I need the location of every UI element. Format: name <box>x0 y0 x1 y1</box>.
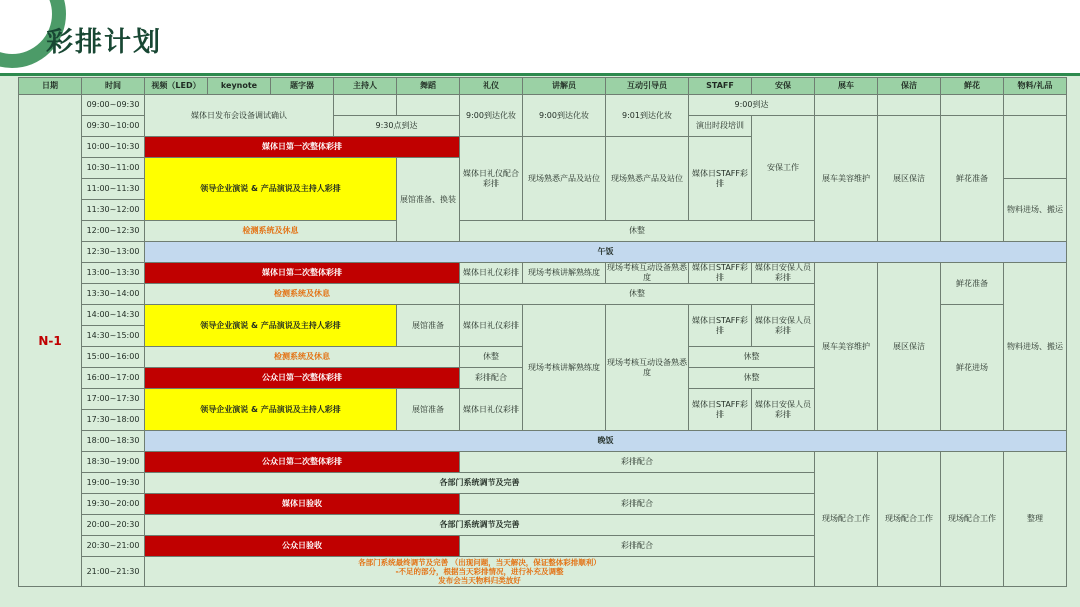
acceptance-block: 媒体日验收 <box>145 494 460 515</box>
time-cell: 12:30~13:00 <box>82 242 145 263</box>
empty-cell <box>878 95 941 116</box>
schedule-cell: 现场配合工作 <box>815 452 878 587</box>
col-header-date: 日期 <box>19 78 82 95</box>
schedule-cell: 9:01到达化妆 <box>606 95 689 137</box>
schedule-cell: 媒体日安保人员彩排 <box>752 389 815 431</box>
schedule-cell: 鲜花准备 <box>941 116 1004 242</box>
empty-cell <box>1004 116 1067 179</box>
schedule-cell: 媒体日礼仪彩排 <box>460 389 523 431</box>
schedule-cell: 检测系统及休息 <box>145 284 460 305</box>
empty-cell <box>815 95 878 116</box>
time-cell: 09:30~10:00 <box>82 116 145 137</box>
schedule-cell: 9:00到达 <box>689 95 815 116</box>
note-line: 各部门系统最终调节及完善 （出现问题，当天解决，保证整体彩排顺利） <box>358 558 601 567</box>
table-row <box>19 95 1067 116</box>
schedule-cell: 现场考核互动设备熟悉度 <box>606 305 689 431</box>
time-cell: 12:00~12:30 <box>82 221 145 242</box>
col-header-guide: 讲解员 <box>523 78 606 95</box>
col-header-etiquette: 礼仪 <box>460 78 523 95</box>
col-header-video: 视频（LED） <box>145 78 208 95</box>
schedule-cell: 展馆准备 <box>397 305 460 347</box>
time-cell: 20:30~21:00 <box>82 536 145 557</box>
schedule-cell: 彩排配合 <box>460 368 523 389</box>
time-cell: 09:00~09:30 <box>82 95 145 116</box>
table-row <box>19 242 1067 263</box>
time-cell: 15:00~16:00 <box>82 347 145 368</box>
col-header-flowers: 鲜花 <box>941 78 1004 95</box>
schedule-cell: 媒体日发布会设备调试确认 <box>145 95 334 137</box>
meal-block: 午饭 <box>145 242 1067 263</box>
schedule-cell: 现场考核讲解熟练度 <box>523 263 606 284</box>
schedule-cell: 检测系统及休息 <box>145 347 460 368</box>
time-cell: 10:30~11:00 <box>82 158 145 179</box>
schedule-cell: 展馆准备 <box>397 389 460 431</box>
schedule-cell: 现场考核互动设备熟悉度 <box>607 263 687 282</box>
note-line: 发布会当天物料归类放好 <box>438 576 521 585</box>
time-cell: 11:00~11:30 <box>82 179 145 200</box>
schedule-cell: 媒体日STAFF彩排 <box>689 263 752 284</box>
col-header-cars: 展车 <box>815 78 878 95</box>
speech-block: 领导企业演说 & 产品演说及主持人彩排 <box>145 158 397 221</box>
schedule-cell: 彩排配合 <box>460 452 815 473</box>
empty-cell <box>941 95 1004 116</box>
empty-cell <box>334 95 397 116</box>
schedule-cell: 物料进场、搬运 <box>1004 263 1067 431</box>
schedule-cell: 现场考核讲解熟练度 <box>523 305 606 431</box>
date-cell: N-1 <box>19 95 82 587</box>
time-cell: 14:00~14:30 <box>82 305 145 326</box>
schedule-cell: 展区保洁 <box>878 116 941 242</box>
schedule-cell: 现场配合工作 <box>941 452 1004 587</box>
schedule-cell: 媒体日STAFF彩排 <box>689 305 752 347</box>
schedule-cell: 各部门系统调节及完善 <box>145 473 815 494</box>
col-header-staff: STAFF <box>689 78 752 95</box>
meal-block: 晚饭 <box>145 431 1067 452</box>
table-row <box>19 431 1067 452</box>
schedule-cell: 鲜花准备 <box>941 263 1004 305</box>
schedule-cell: 媒体日礼仪彩排 <box>460 263 523 284</box>
col-header-materials: 物料/礼品 <box>1004 78 1067 95</box>
col-header-dance: 舞蹈 <box>397 78 460 95</box>
acceptance-block: 公众日验收 <box>145 536 460 557</box>
speech-block: 领导企业演说 & 产品演说及主持人彩排 <box>145 305 397 347</box>
schedule-cell: 9:30点到达 <box>334 116 460 137</box>
schedule-cell: 彩排配合 <box>460 536 815 557</box>
time-cell: 17:30~18:00 <box>82 410 145 431</box>
schedule-cell: 安保工作 <box>752 116 815 221</box>
col-header-keynote: keynote <box>208 78 271 95</box>
schedule-cell: 9:00到达化妆 <box>460 95 523 137</box>
time-cell: 13:00~13:30 <box>82 263 145 284</box>
schedule-cell: 展区保洁 <box>878 263 941 431</box>
col-header-time: 时间 <box>82 78 145 95</box>
time-cell: 20:00~20:30 <box>82 515 145 536</box>
schedule-cell: 现场配合工作 <box>878 452 941 587</box>
schedule-cell: 休整 <box>689 347 815 368</box>
header-divider <box>0 73 1080 76</box>
schedule-cell: 9:00到达化妆 <box>523 95 606 137</box>
page-title: 彩排计划 <box>46 27 162 58</box>
schedule-cell: 休整 <box>460 221 815 242</box>
col-header-security: 安保 <box>752 78 815 95</box>
col-header-cleaning: 保洁 <box>878 78 941 95</box>
col-header-interactive: 互动引导员 <box>606 78 689 95</box>
schedule-cell: 媒体日礼仪彩排 <box>460 305 523 347</box>
rehearsal-block: 媒体日第二次整体彩排 <box>145 263 460 284</box>
schedule-cell: 现场熟悉产品及站位 <box>606 137 689 221</box>
schedule-cell: 休整 <box>689 368 815 389</box>
header-bar <box>0 0 1080 76</box>
time-cell: 21:00~21:30 <box>82 557 145 587</box>
schedule-cell: 物料进场、搬运 <box>1004 179 1067 242</box>
schedule-cell: 鲜花进场 <box>941 305 1004 431</box>
time-cell: 18:00~18:30 <box>82 431 145 452</box>
schedule-cell: 展车美容维护 <box>815 263 878 431</box>
time-cell: 17:00~17:30 <box>82 389 145 410</box>
schedule-cell: 展馆准备、换装 <box>397 158 460 242</box>
time-cell: 16:00~17:00 <box>82 368 145 389</box>
schedule-cell: 彩排配合 <box>460 494 815 515</box>
rehearsal-block: 媒体日第一次整体彩排 <box>145 137 460 158</box>
time-cell: 13:30~14:00 <box>82 284 145 305</box>
schedule-cell: 检测系统及休息 <box>145 221 397 242</box>
empty-cell <box>397 95 460 116</box>
header-row <box>19 78 1067 95</box>
schedule-cell: 媒体日STAFF彩排 <box>689 137 752 221</box>
col-header-host: 主持人 <box>334 78 397 95</box>
schedule-cell: 展车美容维护 <box>815 116 878 242</box>
speech-block: 领导企业演说 & 产品演说及主持人彩排 <box>145 389 397 431</box>
time-cell: 14:30~15:00 <box>82 326 145 347</box>
notes-cell <box>145 557 815 587</box>
col-header-teleprompter: 题字器 <box>271 78 334 95</box>
table-row <box>19 452 1067 473</box>
empty-cell <box>1004 95 1067 116</box>
schedule-cell: 媒体日礼仪配合彩排 <box>460 137 523 221</box>
rehearsal-schedule-table <box>18 77 1067 587</box>
time-cell: 19:30~20:00 <box>82 494 145 515</box>
schedule-cell: 媒体日安保人员彩排 <box>752 305 815 347</box>
schedule-cell: 演出时段培训 <box>689 116 752 137</box>
schedule-cell: 休整 <box>460 347 523 368</box>
time-cell: 10:00~10:30 <box>82 137 145 158</box>
schedule-cell: 休整 <box>460 284 815 305</box>
schedule-cell: 现场熟悉产品及站位 <box>523 137 606 221</box>
note-line: -不足的部分，根据当天彩排情况，进行补充及调整 <box>395 567 564 576</box>
schedule-cell: 整理 <box>1004 452 1067 587</box>
time-cell: 11:30~12:00 <box>82 200 145 221</box>
table-row <box>19 263 1067 284</box>
schedule-cell: 媒体日安保人员彩排 <box>752 263 815 284</box>
rehearsal-block: 公众日第二次整体彩排 <box>145 452 460 473</box>
schedule-cell: 媒体日STAFF彩排 <box>689 389 752 431</box>
time-cell: 18:30~19:00 <box>82 452 145 473</box>
schedule-cell: 各部门系统调节及完善 <box>145 515 815 536</box>
time-cell: 19:00~19:30 <box>82 473 145 494</box>
rehearsal-block: 公众日第一次整体彩排 <box>145 368 460 389</box>
